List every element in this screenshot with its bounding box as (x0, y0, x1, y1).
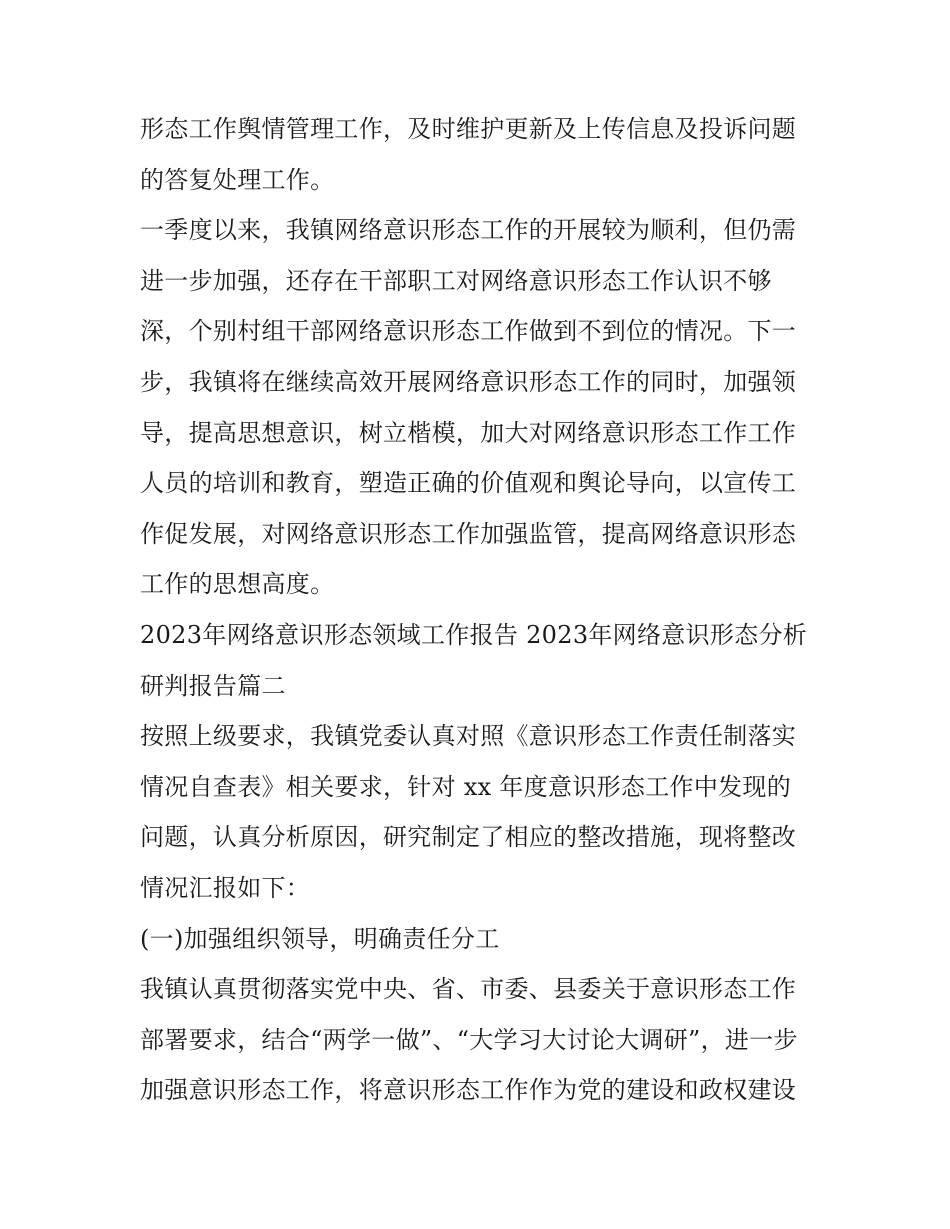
text-line: 人员的培训和教育，塑造正确的价值观和舆论导向，以宣传工 (140, 469, 797, 498)
text-line: 加强意识形态工作，将意识形态工作作为党的建设和政权建设 (140, 1076, 797, 1105)
document-body (140, 104, 820, 1116)
subheading-line: (一)加强组织领导，明确责任分工 (140, 924, 500, 953)
text-line: 工作的思想高度。 (140, 570, 335, 599)
text-line: 深，个别村组干部网络意识形态工作做到不到位的情况。下一 (140, 317, 797, 346)
text-line: 一季度以来，我镇网络意识形态工作的开展较为顺利，但仍需 (140, 216, 797, 245)
text-line: 情况汇报如下： (140, 873, 311, 902)
text-line: 部署要求，结合“两学一做”、“大学习大讨论大调研”，进一步 (140, 1025, 798, 1054)
text-line: 导，提高思想意识，树立楷模，加大对网络意识形态工作工作 (140, 418, 797, 447)
text-line: 问题，认真分析原因，研究制定了相应的整改措施，现将整改 (140, 823, 797, 852)
text-line: 形态工作舆情管理工作，及时维护更新及上传信息及投诉问题 (140, 115, 797, 143)
text-line: 情况自查表》相关要求，针对 xx 年度意识形态工作中发现的 (140, 772, 792, 801)
text-line: 的答复处理工作。 (140, 165, 335, 194)
text-line: 我镇认真贯彻落实党中央、省、市委、县委关于意识形态工作 (140, 975, 797, 1004)
section-heading-line: 2023年网络意识形态领域工作报告 2023年网络意识形态分析 (140, 620, 808, 649)
section-heading-line: 研判报告篇二 (140, 671, 286, 700)
text-line: 作促发展，对网络意识形态工作加强监管，提高网络意识形态 (140, 519, 797, 548)
text-line: 进一步加强，还存在干部职工对网络意识形态工作认识不够 (140, 266, 772, 295)
text-line: 步，我镇将在继续高效开展网络意识形态工作的同时，加强领 (140, 367, 797, 396)
text-line: 按照上级要求，我镇党委认真对照《意识形态工作责任制落实 (140, 722, 797, 751)
